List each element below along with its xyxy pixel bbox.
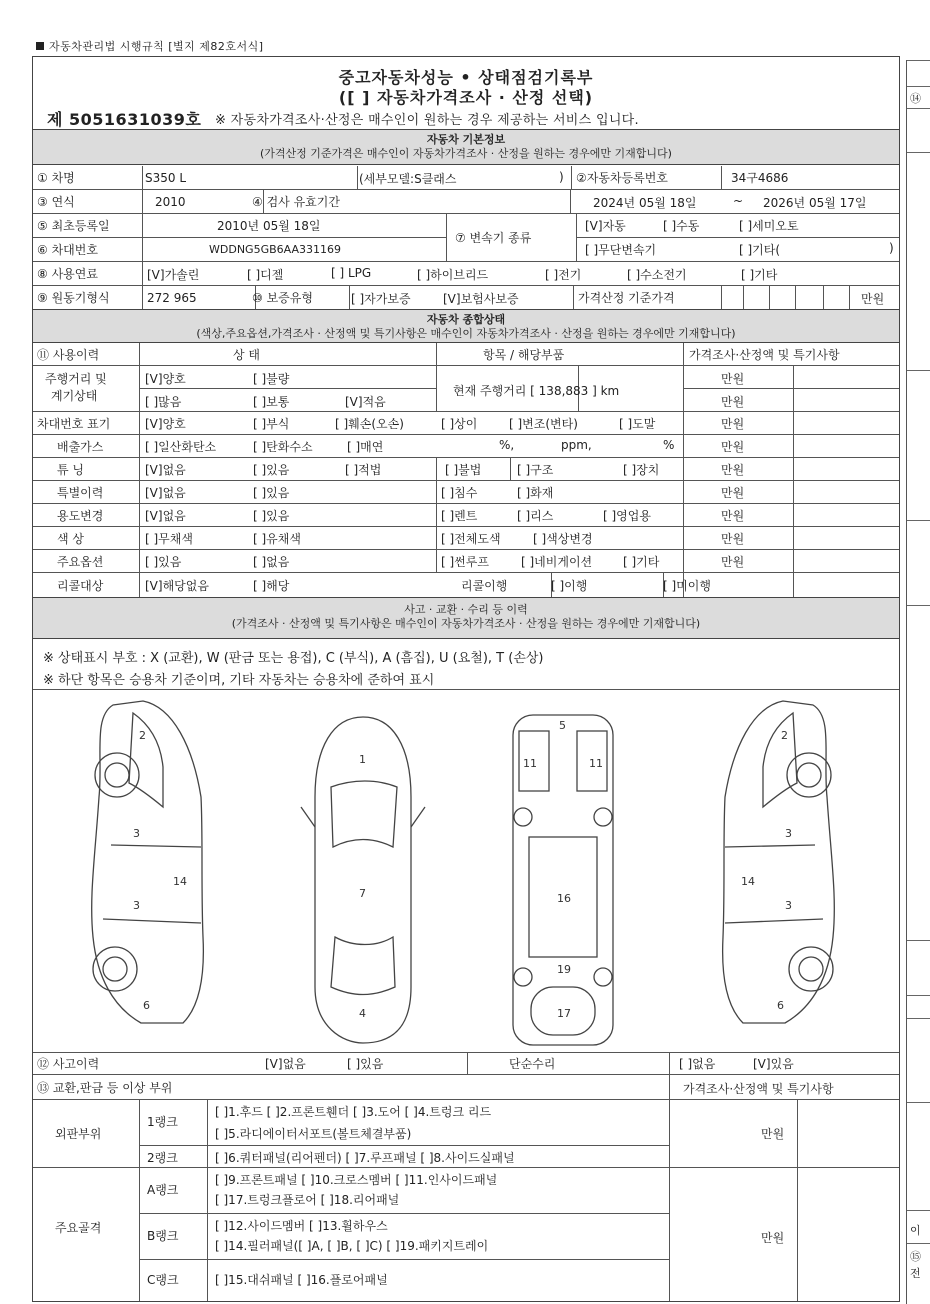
year-value: 2010 xyxy=(139,190,264,213)
svg-text:2: 2 xyxy=(139,729,146,742)
car-name-value: S350 L xyxy=(139,166,358,189)
fuel-hybrid: [ ]하이브리드 xyxy=(417,268,489,282)
fuel-gasoline: [V]가솔린 xyxy=(147,268,200,282)
fuel-label: ⑧ 사용연료 xyxy=(33,262,143,285)
overall-band: 자동차 종합상태 (색상,주요옵션,가격조사 · 산정액 및 특기사항은 매수인이 자동차가격조사 · 산정을 원하는 경우에만 기재합니다) xyxy=(33,309,899,343)
row-vin-marking: 차대번호 표기 [V]양호 [ ]부식 [ ]훼손(오손) [ ]상이 [ ]변조(변타) [ ]도말 만원 xyxy=(33,412,899,435)
row-car-name: ① 차명 S350 L (세부모델:S클래스 ) ②자동차등록번호 34구4686 xyxy=(33,166,899,190)
engine-value: 272 965 xyxy=(139,286,256,309)
rankC-label: C랭크 xyxy=(147,1273,179,1287)
odometer-good: [V]양호 xyxy=(145,372,186,386)
status-header: 상 태 xyxy=(233,348,260,362)
svg-text:17: 17 xyxy=(557,1007,571,1020)
svg-text:3: 3 xyxy=(785,899,792,912)
svg-text:14: 14 xyxy=(741,875,755,888)
fuel-hydrogen: [ ]수소전기 xyxy=(627,268,687,282)
row-usage: 용도변경 [V]없음 [ ]있음 [ ]렌트 [ ]리스 [ ]영업용 만원 xyxy=(33,504,899,527)
svg-text:6: 6 xyxy=(777,999,784,1012)
odometer-label-2: 계기상태 xyxy=(51,389,98,403)
mileage-many: [ ]많음 xyxy=(145,395,182,409)
basic-info-band: 자동차 기본정보 (가격산정 기준가격은 매수인이 자동차가격조사 · 산정을 원하는 경우에만 기재합니다) xyxy=(33,129,899,165)
svg-text:11: 11 xyxy=(589,757,603,770)
right-side-view xyxy=(723,701,835,1023)
accident-none: [V]없음 xyxy=(265,1057,306,1071)
inspection-form: 중고자동차성능 • 상태점검기록부 ([ ] 자동차가격조사 · 산정 선택) 제 5051631039호 ※ 자동차가격조사·산정은 매수인이 원하는 경우 제공하는 서비스 입니다. 자동차 기본정보 (가격산정 기준가격은 매수인이 자동차가격조사 · 산정을 원하는 경우에만 기재합니다) ① 차명 S350 L (세부모델:S클래스 ) ②자동차등록번호 34구4686 ③ 연식 2010 ④ 검사 유효기간 2024년 05월 18일 ~ 2026년 05월 17일 ⑤ 최초등록일 2010년 05월 18일 ⑥ 차대번호 WDDNG5GB6AA331169 ⑦ 변속기 종류 [V]자동 [ ]수동 [ ]세미오토 [ ]무단변속기 [ ]기타( ) ⑧ 사용연료 [V]가솔린 [ ]디젤 [ ] LPG [ ]하이브리드 [ ]전기 [ ]수소전기 [ ]기타 ⑨ 원동기형식 272 965 ⑩ 보증유형 [ ]자가보증 [V]보험사보증 가격산정 기준가격 만원 자동차 종합상태 (색상,주요옵션,가격조사 · 산정액 및 특기사항은 매수인이 자동차가격조사 · 산정을 원하는 경우에만 기재합니다) ⑪ 사용이력 상 태 항목 / 해당부품 가격조사·산정액 및 특기사항 주행거리 및 계기상태 [V]양호 [ ]불량 [ ]많음 [ ]보통 [V]적음 현재 주행거리 [ 138,883 ] km 만원 만원 차대번호 표기 [V]양호 [ ]부식 [ ]훼손(오손) [ ]상이 [ ]변조(변타) [ ]도말 만원 배출가스 [ ]일산화탄소 [ ]탄화수소 [ ]매연 %, ppm, % 만원 튜 닝 [V]없음 [ ]있음 [ ]적법 [ ]불법 [ ]구조 [ ]장치 만원 특별이력 [V]없음 [ ]있음 [ ]침수 [ ]화재 만원 용도변경 [V]없음 [ ]있음 [ ]렌트 [ ]리스 [ ]영업용 만원 색 상 [ ]무채색 [ ]유채색 [ ]전체도색 [ ]색상변경 만원 주요옵션 [ ]있음 [ ]없음 [ ]썬루프 [ ]네비게이션 [ ]기타 만원 리콜대상 [V]해당없음 [ ]해당 리콜이행 [ ]이행 [ ]미이행 사고 · 교환 · 수리 등 이력 (가격조사 · 산정액 및 특기사항은 매수인이 자동차가격조사 · 산정을 원하는 경우에만 기재합니다) ※ 상태표시 부호 : X (교환), W (판금 또는 용접), C (부식), A (흠집), U (요철), T (손상) ※ 하단 항목은 승용차 기준이며, 기타 자동차는 승용차에 준하여 표시 2 3 3 6 14 1 7 4 5 11 11 16 17 19 2 3 3 6 14 ⑫ 사고이력 [V]없음 [ ]있음 단순수리 [ ]없음 [V]있음 ⑬ 교환,판금 등 이상 부위 가격조사·산정액 및 특기사항 외판부위 1랭크 [ ]1.후드 [ ]2.프론트휀더 [ ]3.도어 [ ]4.트렁크 리드 [ ]5.라디에이터서포트(볼트체결부품) 2랭크 [ ]6.쿼터패널(리어펜더) [ ]7.루프패널 [ ]8.사이드실패널 만원 주요골격 A랭크 [ ]9.프론트패널 [ ]10.크로스멤버 [ ]11.인사이드패널 [ ]17.트렁크플로어 [ ]18.리어패널 B랭크 [ ]12.사이드멤버 [ ]13.휠하우스 [ ]14.필러패널([ ]A, [ ]B, [ ]C) [ ]19.패키지트레이 C랭크 [ ]15.대쉬패널 [ ]16.플로어패널 만원 xyxy=(32,56,900,1302)
rank1-line1: [ ]1.후드 [ ]2.프론트휀더 [ ]3.도어 [ ]4.트렁크 리드 xyxy=(215,1105,492,1119)
rankB-line1: [ ]12.사이드멤버 [ ]13.휠하우스 xyxy=(215,1219,388,1233)
first-reg-value: 2010년 05월 18일 xyxy=(139,214,525,237)
svg-text:19: 19 xyxy=(557,963,571,976)
gear-semi: [ ]세미오토 xyxy=(739,219,799,233)
rankB-label: B랭크 xyxy=(147,1229,179,1243)
accident-band: 사고 · 교환 · 수리 등 이력 (가격조사 · 산정액 및 특기사항은 매수인이 자동차가격조사 · 산정을 원하는 경우에만 기재합니다) xyxy=(33,597,899,639)
section-15-marker: ⑮ xyxy=(910,1250,921,1263)
form-title: 중고자동차성능 • 상태점검기록부 xyxy=(338,68,594,87)
simple-repair-none: [ ]없음 xyxy=(679,1057,716,1071)
section-14-marker: ⑭ xyxy=(910,92,921,105)
document-number: 제 5051631039호 xyxy=(47,110,202,129)
row-fuel xyxy=(33,262,899,286)
row-color: 색 상 [ ]무채색 [ ]유채색 [ ]전체도색 [ ]색상변경 만원 xyxy=(33,527,899,550)
mileage-normal: [ ]보통 xyxy=(253,395,290,409)
exterior-price-unit: 만원 xyxy=(761,1127,785,1141)
current-mileage: 현재 주행거리 [ 138,883 ] km xyxy=(453,384,620,398)
gear-auto: [V]자동 xyxy=(585,219,626,233)
fuel-electric: [ ]전기 xyxy=(545,268,582,282)
reg-no-value: 34구4686 xyxy=(731,171,789,185)
svg-text:1: 1 xyxy=(359,753,366,766)
vehicle-basis-note: ※ 하단 항목은 승용차 기준이며, 기타 자동차는 승용차에 준하여 표시 xyxy=(43,673,435,688)
rank1-label: 1랭크 xyxy=(147,1115,178,1129)
rankB-line2: [ ]14.필러패널([ ]A, [ ]B, [ ]C) [ ]19.패키지트레이 xyxy=(215,1239,489,1253)
row-special: 특별이력 [V]없음 [ ]있음 [ ]침수 [ ]화재 만원 xyxy=(33,481,899,504)
warranty-self: [ ]자가보증 xyxy=(351,292,411,306)
inspection-label: ④ 검사 유효기간 xyxy=(248,190,571,213)
rankA-line2: [ ]17.트렁크플로어 [ ]18.리어패널 xyxy=(215,1193,400,1207)
warranty-insurer: [V]보험사보증 xyxy=(443,292,519,306)
frame-label: 주요골격 xyxy=(55,1221,102,1235)
car-damage-diagram xyxy=(33,687,899,1047)
underbody-view xyxy=(513,715,613,1045)
gear-manual: [ ]수동 xyxy=(663,219,700,233)
rank1-line2: [ ]5.라디에이터서포트(볼트체결부품) xyxy=(215,1127,412,1141)
car-name-label: ① 차명 xyxy=(33,166,143,189)
form-caption: 자동차관리법 시행규칙 [별지 제82호서식] xyxy=(36,38,264,54)
rankA-label: A랭크 xyxy=(147,1183,179,1197)
rankA-line1: [ ]9.프론트패널 [ ]10.크로스멤버 [ ]11.인사이드패널 xyxy=(215,1173,498,1187)
svg-text:3: 3 xyxy=(133,827,140,840)
row-tuning: 튜 닝 [V]없음 [ ]있음 [ ]적법 [ ]불법 [ ]구조 [ ]장치 만원 xyxy=(33,458,899,481)
vin-value: WDDNG5GB6AA331169 xyxy=(139,238,517,261)
row-parts-header xyxy=(33,1075,899,1100)
svg-text:3: 3 xyxy=(133,899,140,912)
vin-label: ⑥ 차대번호 xyxy=(33,238,143,261)
left-side-view xyxy=(92,701,204,1023)
svg-text:14: 14 xyxy=(173,875,187,888)
status-symbols-legend: ※ 상태표시 부호 : X (교환), W (판금 또는 용접), C (부식), A (흠집), U (요철), T (손상) xyxy=(43,651,544,666)
rankC-line1: [ ]15.대쉬패널 [ ]16.플로어패널 xyxy=(215,1273,388,1287)
item-header: 항목 / 해당부품 xyxy=(483,348,565,362)
form-subtitle: ([ ] 자동차가격조사 · 산정 선택) xyxy=(338,88,594,107)
mileage-few: [V]적음 xyxy=(345,395,386,409)
simple-repair-yes: [V]있음 xyxy=(753,1057,794,1071)
odometer-label-1: 주행거리 및 xyxy=(45,372,107,386)
svg-text:7: 7 xyxy=(359,887,366,900)
parts-label: ⑬ 교환,판금 등 이상 부위 xyxy=(37,1081,173,1095)
history-header: ⑪ 사용이력 xyxy=(37,348,100,362)
row-year: ③ 연식 2010 ④ 검사 유효기간 2024년 05월 18일 ~ 2026년 05월 17일 xyxy=(33,190,899,214)
rank2-line1: [ ]6.쿼터패널(리어펜더) [ ]7.루프패널 [ ]8.사이드실패널 xyxy=(215,1151,515,1165)
parts-price-header: 가격조사·산정액 및 특기사항 xyxy=(683,1082,834,1096)
accident-yes: [ ]있음 xyxy=(347,1057,384,1071)
fuel-lpg: [ ] LPG xyxy=(331,266,372,280)
row-options: 주요옵션 [ ]있음 [ ]없음 [ ]썬루프 [ ]네비게이션 [ ]기타 만원 xyxy=(33,550,899,573)
row-engine xyxy=(33,286,899,310)
warranty-label: ⑩ 보증유형 xyxy=(248,286,350,309)
accident-history-label: ⑫ 사고이력 xyxy=(37,1057,100,1071)
adjacent-page-strip: ⑭ 이 ⑮ 전 xyxy=(906,60,930,1304)
odometer-bad: [ ]불량 xyxy=(253,372,290,386)
row-emission: 배출가스 [ ]일산화탄소 [ ]탄화수소 [ ]매연 %, ppm, % 만원 xyxy=(33,435,899,458)
service-note: ※ 자동차가격조사·산정은 매수인이 원하는 경우 제공하는 서비스 입니다. xyxy=(215,113,639,128)
inspection-from: 2024년 05월 18일 xyxy=(593,196,697,210)
reg-no-label: ②자동차등록번호 xyxy=(571,166,722,189)
price-header: 가격조사·산정액 및 특기사항 xyxy=(689,348,840,362)
first-reg-label: ⑤ 최초등록일 xyxy=(33,214,143,237)
svg-text:2: 2 xyxy=(781,729,788,742)
simple-repair-label: 단순수리 xyxy=(509,1057,556,1071)
inspection-to: 2026년 05월 17일 xyxy=(763,196,867,210)
top-view xyxy=(301,717,425,1043)
row-accident-history xyxy=(33,1052,899,1075)
fuel-other: [ ]기타 xyxy=(741,268,778,282)
svg-text:5: 5 xyxy=(559,719,566,732)
gearbox-label: ⑦ 변속기 종류 xyxy=(447,214,577,261)
price-base-unit: 만원 xyxy=(861,292,885,306)
svg-text:6: 6 xyxy=(143,999,150,1012)
fuel-diesel: [ ]디젤 xyxy=(247,268,284,282)
exterior-label: 외판부위 xyxy=(55,1127,102,1141)
price-base-label: 가격산정 기준가격 xyxy=(573,286,722,309)
detail-model: (세부모델:S클래스 xyxy=(359,172,457,186)
year-label: ③ 연식 xyxy=(33,190,143,213)
engine-label: ⑨ 원동기형식 xyxy=(33,286,143,309)
frame-price-unit: 만원 xyxy=(761,1231,785,1245)
overall-header xyxy=(33,343,899,366)
row-recall: 리콜대상 [V]해당없음 [ ]해당 리콜이행 [ ]이행 [ ]미이행 xyxy=(33,573,899,597)
svg-text:3: 3 xyxy=(785,827,792,840)
rank2-label: 2랭크 xyxy=(147,1151,178,1165)
gear-cvt: [ ]무단변속기 xyxy=(585,243,657,257)
svg-text:4: 4 xyxy=(359,1007,366,1020)
svg-text:16: 16 xyxy=(557,892,571,905)
svg-text:11: 11 xyxy=(523,757,537,770)
gear-other: [ ]기타( xyxy=(739,243,781,257)
